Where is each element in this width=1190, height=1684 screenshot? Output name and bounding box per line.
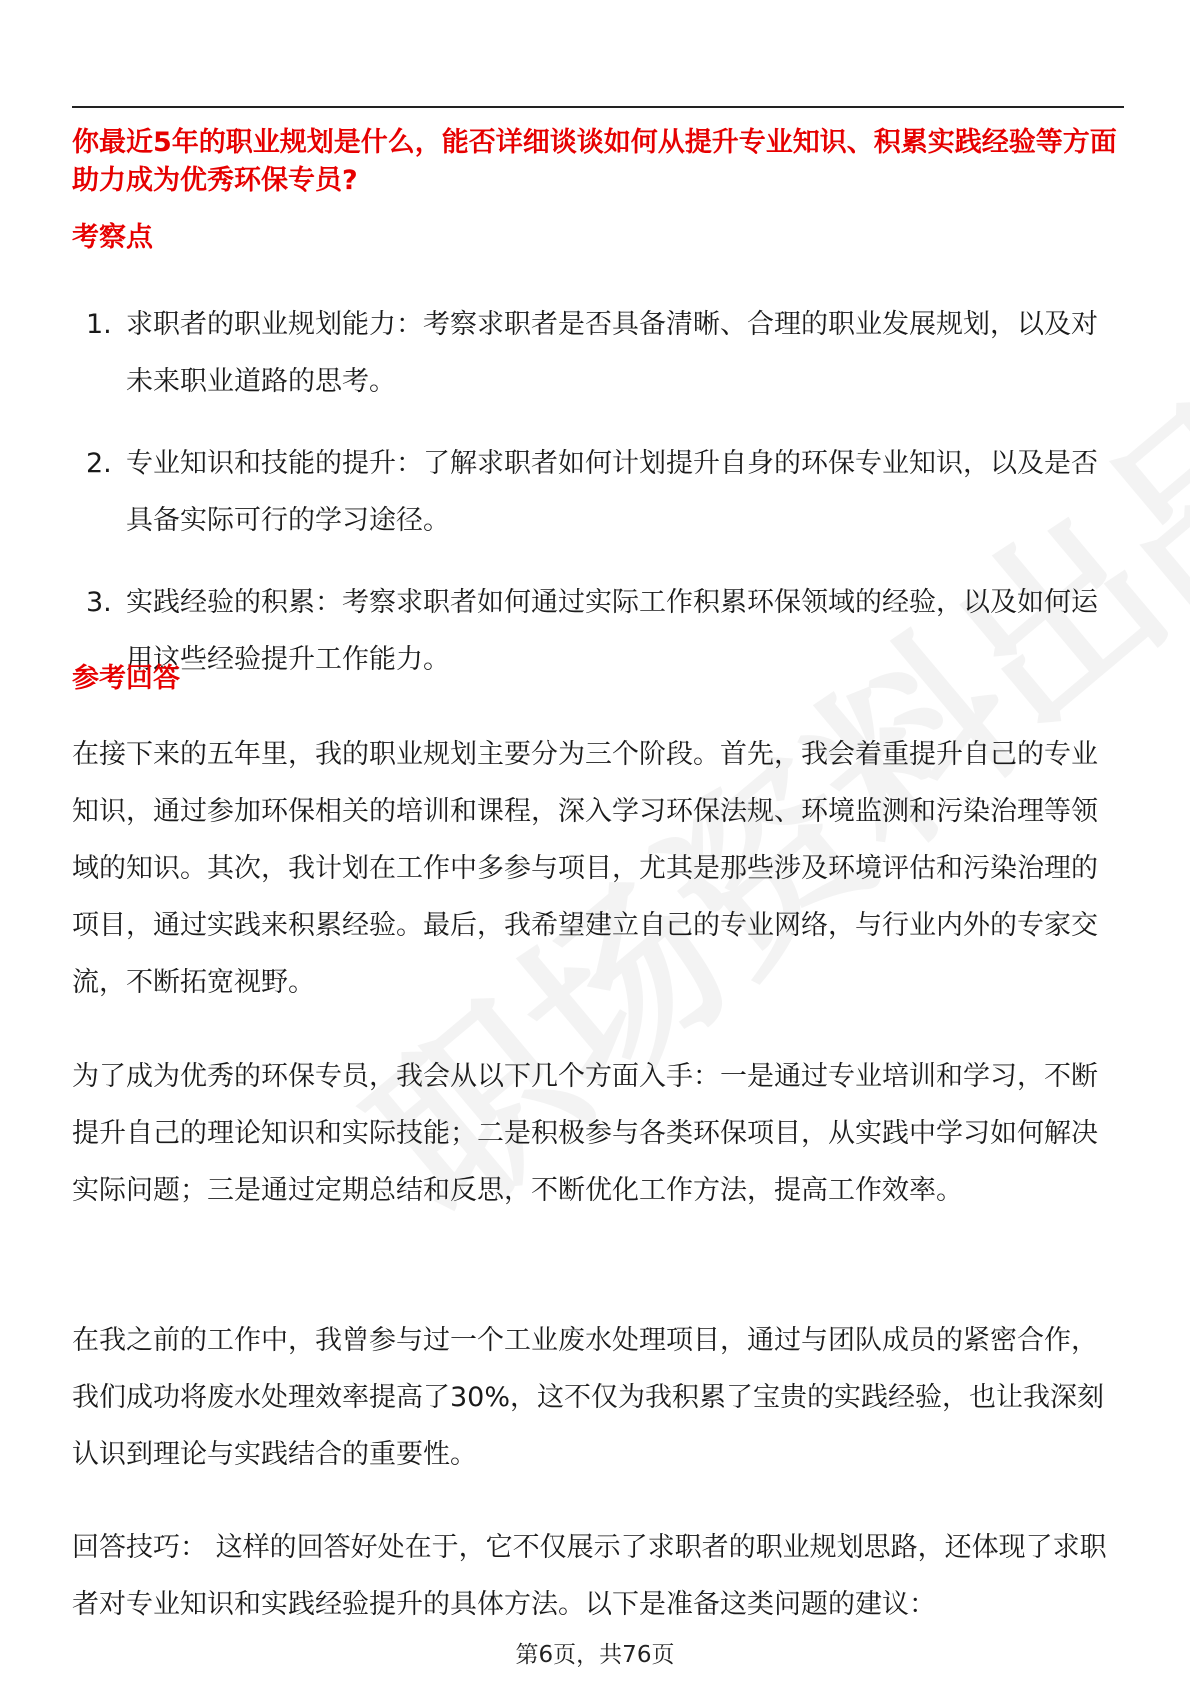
list-item (72, 574, 1112, 688)
question-title: 你最近5年的职业规划是什么，能否详细谈谈如何从提升专业知识、积累实践经验等方面助力成为优秀环保专员? (72, 127, 1117, 196)
list-item-text: 专业知识和技能的提升：了解求职者如何计划提升自身的环保专业知识，以及是否具备实际可行的学习途径。 (126, 448, 1098, 536)
list-item (72, 435, 1112, 549)
answer-paragraph: 为了成为优秀的环保专员，我会从以下几个方面入手：一是通过专业培训和学习，不断提升自己的理论知识和实际技能；二是积极参与各类环保项目，从实践中学习如何解决实际问题；三是通过定期总结和反思，不断优化工作方法，提高工作效率。 (72, 1061, 1098, 1206)
points-heading: 考察点 (72, 222, 153, 253)
answer-paragraph: 在接下来的五年里，我的职业规划主要分为三个阶段。首先，我会着重提升自己的专业知识，通过参加环保相关的培训和课程，深入学习环保法规、环境监测和污染治理等领域的知识。其次，我计划在工作中多参与项目，尤其是那些涉及环境评估和污染治理的项目，通过实践来积累经验。最后，我希望建立自己的专业网络，与行业内外的专家交流，不断拓宽视野。 (72, 739, 1098, 998)
answer-paragraph: 在我之前的工作中，我曾参与过一个工业废水处理项目，通过与团队成员的紧密合作，我们成功将废水处理效率提高了30%，这不仅为我积累了宝贵的实践经验，也让我深刻认识到理论与实践结合的重要性。 (72, 1325, 1105, 1470)
points-list (72, 296, 1112, 713)
page-number: 第6页，共76页 (515, 1642, 675, 1668)
list-item-number: 2. (86, 448, 112, 479)
answer-heading: 参考回答 (72, 663, 180, 694)
list-item-text: 求职者的职业规划能力：考察求职者是否具备清晰、合理的职业发展规划，以及对未来职业道路的思考。 (126, 309, 1098, 397)
answer-tips-paragraph: 回答技巧： 这样的回答好处在于，它不仅展示了求职者的职业规划思路，还体现了求职者对专业知识和实践经验提升的具体方法。以下是准备这类问题的建议： (72, 1532, 1107, 1620)
top-divider (72, 106, 1124, 108)
list-item-number: 3. (86, 587, 112, 618)
list-item-number: 1. (86, 309, 112, 340)
list-item-text: 实践经验的积累：考察求职者如何通过实际工作积累环保领域的经验，以及如何运用这些经验提升工作能力。 (126, 587, 1098, 675)
list-item (72, 296, 1112, 410)
